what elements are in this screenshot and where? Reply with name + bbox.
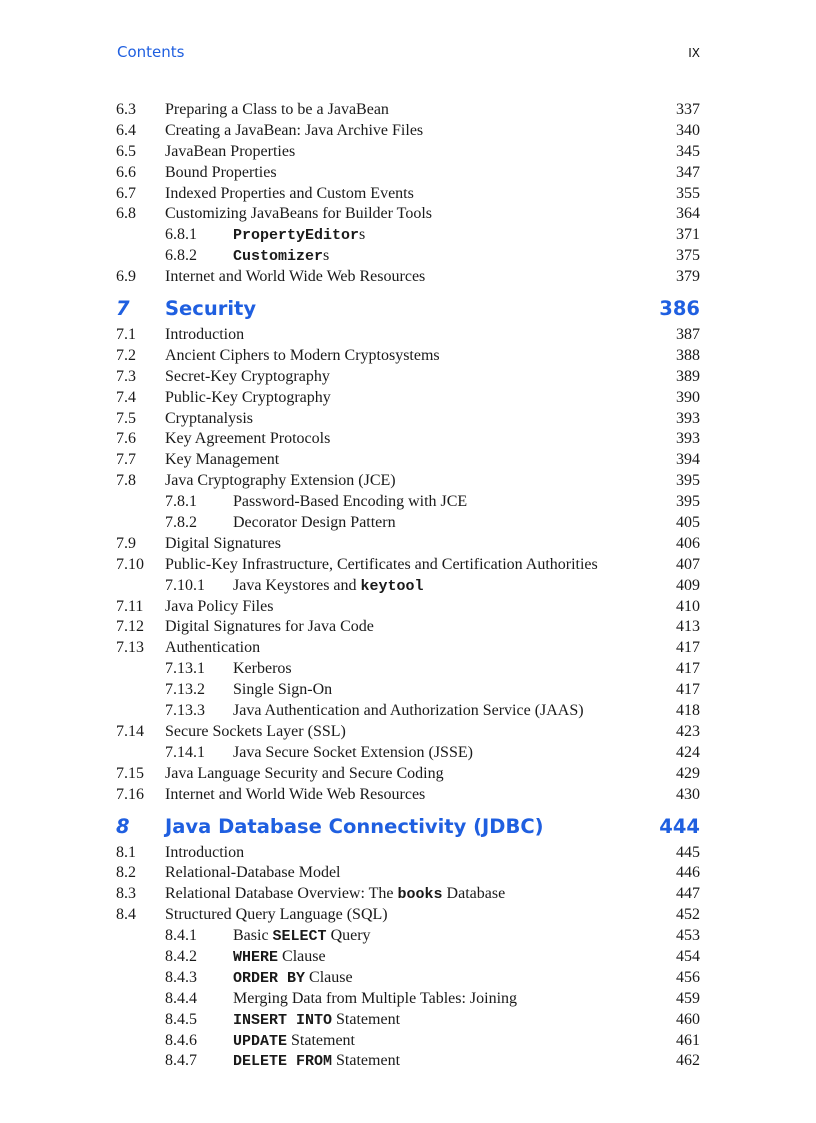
toc-entry-title <box>165 429 330 450</box>
toc-entry-number: 8.4.3 <box>165 968 197 986</box>
toc-section-row[interactable] <box>116 367 700 388</box>
toc-section-row[interactable] <box>116 409 700 430</box>
toc-entry-number: 7.4 <box>116 388 136 406</box>
toc-entry-title <box>165 905 388 926</box>
toc-section-row[interactable] <box>116 142 700 163</box>
toc-subsection-row[interactable] <box>116 246 700 267</box>
toc-entry-title-text: Bound Properties <box>165 163 277 181</box>
toc-entry-title-text: Preparing a Class to be a JavaBean <box>165 101 389 118</box>
toc-entry-code-text: DELETE FROM <box>233 1053 333 1071</box>
toc-entry-title <box>165 409 253 430</box>
toc-entry-title <box>233 968 353 990</box>
toc-section-row[interactable] <box>116 597 700 618</box>
toc-entry-page: 429 <box>676 764 700 782</box>
toc-section-row[interactable] <box>116 163 700 184</box>
toc-entry-page: 371 <box>676 226 700 244</box>
toc-entry-page: 424 <box>676 743 700 761</box>
toc-entry-page: 388 <box>676 346 700 364</box>
toc-entry-number: 7.13.3 <box>165 702 205 720</box>
toc-entry-page: 375 <box>676 247 700 265</box>
toc-entry-title-text: Query <box>326 927 371 945</box>
toc-entry-title <box>165 863 341 884</box>
toc-section-row[interactable] <box>116 863 700 884</box>
toc-entry-title-text: Basic <box>233 927 273 945</box>
toc-entry-page: 405 <box>676 514 700 532</box>
toc-section-row[interactable] <box>116 346 700 367</box>
toc-entry-title-text: Creating a JavaBean: Java Archive Files <box>165 121 424 139</box>
toc-section-row[interactable] <box>116 204 700 225</box>
toc-entry-page: 347 <box>676 163 700 181</box>
toc-entry-title <box>233 743 473 764</box>
toc-entry-title <box>165 617 374 638</box>
toc-entry-title <box>165 346 440 367</box>
toc-entry-number: 6.5 <box>116 142 136 160</box>
toc-subsection-row[interactable] <box>116 743 700 764</box>
toc-entry-title-text: Key Management <box>165 451 280 469</box>
toc-entry-number: 7.7 <box>116 451 136 469</box>
toc-entry-title-text: JavaBean Properties <box>165 142 296 160</box>
toc-entry-number: 8.4.2 <box>165 947 197 965</box>
toc-entry-title-text: s <box>323 247 330 265</box>
toc-entry-page: 462 <box>676 1052 700 1070</box>
toc-entry-number: 6.9 <box>116 268 136 286</box>
toc-entry-title-text: Clause <box>278 947 326 965</box>
toc-entry-title-text: Authentication <box>165 639 261 657</box>
toc-entry-number: 6.8.2 <box>165 247 197 265</box>
toc-entry-title-text: Introduction <box>165 843 245 861</box>
toc-subsection-row[interactable] <box>116 1010 700 1031</box>
toc-subsection-row[interactable] <box>116 225 700 246</box>
toc-entry-page: 454 <box>676 947 700 965</box>
toc-section-row[interactable] <box>116 843 700 864</box>
toc-entry-page: 410 <box>676 597 700 615</box>
toc-entry-code-text: WHERE <box>233 948 279 966</box>
toc-entry-page: 389 <box>676 367 700 385</box>
toc-subsection-row[interactable] <box>116 947 700 968</box>
toc-entry-title <box>165 764 444 785</box>
toc-entry-code-text: SELECT <box>272 928 327 946</box>
toc-entry-page: 379 <box>676 268 700 286</box>
toc-section-row[interactable] <box>116 555 700 576</box>
toc-entry-title <box>165 184 414 205</box>
toc-entry-number: 7 <box>116 297 130 321</box>
toc-entry-title-text: Kerberos <box>233 660 292 678</box>
toc-entry-title-text: Secret-Key Cryptography <box>165 367 330 385</box>
toc-entry-page: 453 <box>676 927 700 945</box>
toc-entry-title <box>165 121 423 142</box>
toc-entry-title-text: Database <box>442 885 506 903</box>
toc-subsection-row[interactable] <box>116 701 700 722</box>
toc-entry-number: 7.12 <box>116 618 144 636</box>
toc-entry-title-text: Internet and World Wide Web Resources <box>165 785 426 803</box>
table-of-contents <box>116 100 700 1072</box>
toc-entry-title-text: Java Keystores and <box>233 576 361 594</box>
toc-entry-number: 7.16 <box>116 785 144 803</box>
toc-entry-number: 7.13.1 <box>165 660 205 678</box>
toc-entry-title <box>165 388 331 409</box>
toc-entry-number: 7.2 <box>116 346 136 364</box>
toc-section-row[interactable] <box>116 267 700 288</box>
toc-entry-title-text: Statement <box>287 1031 355 1049</box>
toc-entry-title-text: Digital Signatures for Java Code <box>165 618 374 636</box>
toc-entry-title <box>165 163 277 184</box>
toc-section-row[interactable] <box>116 450 700 471</box>
toc-section-row[interactable] <box>116 184 700 205</box>
toc-entry-title <box>165 267 425 288</box>
toc-entry-title-text: Relational-Database Model <box>165 864 341 882</box>
toc-subsection-row[interactable] <box>116 659 700 680</box>
toc-section-row[interactable] <box>116 617 700 638</box>
toc-subsection-row[interactable] <box>116 989 700 1010</box>
toc-subsection-row[interactable] <box>116 576 700 597</box>
toc-entry-page: 345 <box>676 142 700 160</box>
toc-entry-page: 446 <box>676 864 700 882</box>
toc-entry-title <box>233 576 424 598</box>
toc-entry-title <box>233 701 584 722</box>
toc-entry-page: 406 <box>676 534 700 552</box>
toc-entry-number: 8.1 <box>116 843 136 861</box>
toc-entry-title <box>233 926 371 948</box>
toc-entry-title-text: Java Language Security and Secure Coding <box>165 764 444 782</box>
toc-chapter-row[interactable] <box>116 295 700 322</box>
toc-entry-number: 8.4.7 <box>165 1052 197 1070</box>
toc-entry-title <box>165 471 396 492</box>
toc-entry-title <box>233 492 467 513</box>
toc-entry-title <box>165 204 432 225</box>
toc-chapter-row[interactable] <box>116 813 700 840</box>
toc-entry-title <box>233 513 396 534</box>
toc-section-row[interactable] <box>116 884 700 905</box>
toc-entry-number: 7.6 <box>116 430 136 448</box>
toc-entry-code-text: PropertyEditor <box>233 227 360 245</box>
toc-entry-title-text: Relational Database Overview: The <box>165 885 398 903</box>
toc-entry-title-text: Secure Sockets Layer (SSL) <box>165 722 346 740</box>
toc-entry-number: 7.14.1 <box>165 743 205 761</box>
toc-entry-title-text: Java Authentication and Authorization Service (JAAS) <box>233 702 584 720</box>
toc-entry-title-text: Password-Based Encoding with JCE <box>233 493 468 511</box>
toc-section-row[interactable] <box>116 325 700 346</box>
toc-entry-title <box>165 555 598 576</box>
toc-entry-page: 417 <box>676 681 700 699</box>
toc-entry-title <box>233 659 292 680</box>
toc-entry-number: 6.7 <box>116 184 136 202</box>
toc-entry-number: 7.13 <box>116 639 144 657</box>
toc-entry-title <box>165 843 244 864</box>
toc-entry-code-text: INSERT INTO <box>233 1011 333 1029</box>
toc-entry-title <box>165 884 505 906</box>
toc-entry-number: 8.4 <box>116 906 136 924</box>
toc-entry-page: 461 <box>676 1031 700 1049</box>
toc-entry-title <box>165 325 244 346</box>
toc-entry-title-text: Security <box>165 297 257 321</box>
toc-entry-page: 395 <box>676 472 700 490</box>
toc-subsection-row[interactable] <box>116 926 700 947</box>
toc-entry-title <box>165 785 425 806</box>
toc-section-row[interactable] <box>116 388 700 409</box>
toc-entry-page: 395 <box>676 493 700 511</box>
toc-entry-page: 355 <box>676 184 700 202</box>
toc-entry-title <box>165 534 281 555</box>
toc-entry-number: 7.10.1 <box>165 576 205 594</box>
toc-entry-title-text: Java Cryptography Extension (JCE) <box>165 472 396 490</box>
toc-entry-title <box>165 367 330 388</box>
toc-entry-title <box>165 597 273 618</box>
toc-entry-title <box>233 1051 400 1073</box>
toc-section-row[interactable] <box>116 429 700 450</box>
toc-entry-title <box>233 1031 355 1053</box>
toc-entry-page: 452 <box>676 906 700 924</box>
toc-entry-title-text: Ancient Ciphers to Modern Cryptosystems <box>165 346 440 364</box>
toc-entry-title-text: Public-Key Cryptography <box>165 388 331 406</box>
toc-entry-title <box>233 989 517 1010</box>
toc-entry-title <box>165 722 346 743</box>
toc-entry-page: 413 <box>676 618 700 636</box>
toc-entry-page: 393 <box>676 430 700 448</box>
toc-entry-number: 6.8.1 <box>165 226 197 244</box>
toc-entry-number: 8.4.6 <box>165 1031 197 1049</box>
toc-entry-number: 7.8.2 <box>165 514 197 532</box>
toc-section-row[interactable] <box>116 534 700 555</box>
toc-entry-number: 8.4.4 <box>165 989 197 1007</box>
toc-entry-title-text: Single Sign-On <box>233 681 333 699</box>
toc-entry-page: 417 <box>676 639 700 657</box>
toc-entry-number: 7.13.2 <box>165 681 205 699</box>
toc-entry-number: 7.8.1 <box>165 493 197 511</box>
toc-entry-code-text: ORDER BY <box>233 969 306 987</box>
toc-entry-number: 8 <box>116 814 130 838</box>
toc-entry-title <box>233 246 329 268</box>
toc-subsection-row[interactable] <box>116 680 700 701</box>
toc-entry-page: 418 <box>676 702 700 720</box>
toc-entry-page: 393 <box>676 409 700 427</box>
toc-section-row[interactable] <box>116 764 700 785</box>
toc-entry-title <box>233 225 365 247</box>
toc-entry-page: 459 <box>676 989 700 1007</box>
toc-entry-number: 6.6 <box>116 163 136 181</box>
toc-entry-title <box>165 295 256 322</box>
toc-entry-title-text: Clause <box>305 968 353 986</box>
toc-entry-number: 8.2 <box>116 864 136 882</box>
toc-entry-title <box>165 100 389 121</box>
toc-section-row[interactable] <box>116 638 700 659</box>
toc-entry-number: 8.3 <box>116 885 136 903</box>
toc-entry-title-text: Java Secure Socket Extension (JSSE) <box>233 743 473 761</box>
toc-entry-page: 423 <box>676 722 700 740</box>
toc-subsection-row[interactable] <box>116 1031 700 1052</box>
toc-entry-page: 337 <box>676 101 700 118</box>
toc-entry-title-text: Decorator Design Pattern <box>233 514 396 532</box>
toc-entry-number: 6.4 <box>116 121 136 139</box>
toc-section-row[interactable] <box>116 785 700 806</box>
toc-entry-title <box>165 450 279 471</box>
toc-entry-title-text: Merging Data from Multiple Tables: Joining <box>233 989 518 1007</box>
toc-entry-title-text: Digital Signatures <box>165 534 281 552</box>
toc-entry-number: 7.11 <box>116 597 144 615</box>
toc-subsection-row[interactable] <box>116 513 700 534</box>
toc-entry-number: 8.4.1 <box>165 927 197 945</box>
toc-entry-number: 7.8 <box>116 472 136 490</box>
toc-entry-number: 7.15 <box>116 764 144 782</box>
toc-entry-title-text: Structured Query Language (SQL) <box>165 906 388 924</box>
toc-entry-title-text: Cryptanalysis <box>165 409 253 427</box>
toc-entry-title-text: Customizing JavaBeans for Builder Tools <box>165 205 432 223</box>
toc-entry-page: 394 <box>676 451 700 469</box>
toc-section-row[interactable] <box>116 471 700 492</box>
toc-entry-title-text: Statement <box>332 1010 401 1028</box>
toc-entry-title-text: Java Database Connectivity (JDBC) <box>165 814 544 838</box>
toc-entry-title-text: Introduction <box>165 326 245 344</box>
toc-subsection-row[interactable] <box>116 492 700 513</box>
toc-entry-title-text: s <box>359 226 366 244</box>
toc-entry-number: 7.3 <box>116 367 136 385</box>
toc-entry-page: 340 <box>676 121 700 139</box>
toc-section-row[interactable] <box>116 121 700 142</box>
toc-entry-number: 6.3 <box>116 101 136 118</box>
toc-entry-title-text: Java Policy Files <box>165 597 274 615</box>
toc-entry-page: 364 <box>676 205 700 223</box>
toc-entry-page: 444 <box>659 814 700 838</box>
running-head-section: Contents <box>117 43 185 61</box>
toc-entry-page: 390 <box>676 388 700 406</box>
toc-entry-page: 386 <box>659 297 700 321</box>
toc-entry-title <box>233 680 332 701</box>
toc-entry-page: 460 <box>676 1010 700 1028</box>
toc-entry-code-text: Customizer <box>233 248 324 266</box>
toc-entry-title <box>165 638 260 659</box>
toc-entry-number: 7.9 <box>116 534 136 552</box>
toc-entry-title-text: Indexed Properties and Custom Events <box>165 184 414 202</box>
toc-entry-title <box>233 947 326 969</box>
toc-entry-title-text: Statement <box>332 1052 401 1070</box>
toc-entry-page: 447 <box>676 885 700 903</box>
running-head <box>0 0 816 70</box>
toc-subsection-row[interactable] <box>116 968 700 989</box>
toc-subsection-row[interactable] <box>116 1051 700 1072</box>
toc-entry-title-text: Public-Key Infrastructure, Certificates and Certification Authorities <box>165 555 598 573</box>
toc-entry-number: 7.5 <box>116 409 136 427</box>
toc-entry-code-text: UPDATE <box>233 1032 288 1050</box>
toc-entry-page: 409 <box>676 576 700 594</box>
toc-entry-number: 7.1 <box>116 326 136 344</box>
toc-entry-title <box>165 142 295 163</box>
toc-entry-title <box>233 1010 400 1032</box>
toc-entry-code-text: keytool <box>360 577 424 595</box>
toc-entry-number: 7.10 <box>116 555 144 573</box>
toc-entry-title <box>165 813 544 840</box>
toc-entry-number: 8.4.5 <box>165 1010 197 1028</box>
toc-entry-page: 417 <box>676 660 700 678</box>
toc-section-row[interactable] <box>116 100 700 121</box>
toc-entry-page: 430 <box>676 785 700 803</box>
toc-section-row[interactable] <box>116 722 700 743</box>
toc-entry-page: 387 <box>676 326 700 344</box>
toc-entry-title-text: Key Agreement Protocols <box>165 430 331 448</box>
toc-entry-page: 407 <box>676 555 700 573</box>
toc-section-row[interactable] <box>116 905 700 926</box>
toc-entry-code-text: books <box>397 886 443 904</box>
toc-entry-page: 445 <box>676 843 700 861</box>
running-head-page-number: IX <box>688 46 700 60</box>
toc-entry-number: 6.8 <box>116 205 136 223</box>
toc-entry-number: 7.14 <box>116 722 144 740</box>
toc-entry-page: 456 <box>676 968 700 986</box>
toc-entry-title-text: Internet and World Wide Web Resources <box>165 268 426 286</box>
